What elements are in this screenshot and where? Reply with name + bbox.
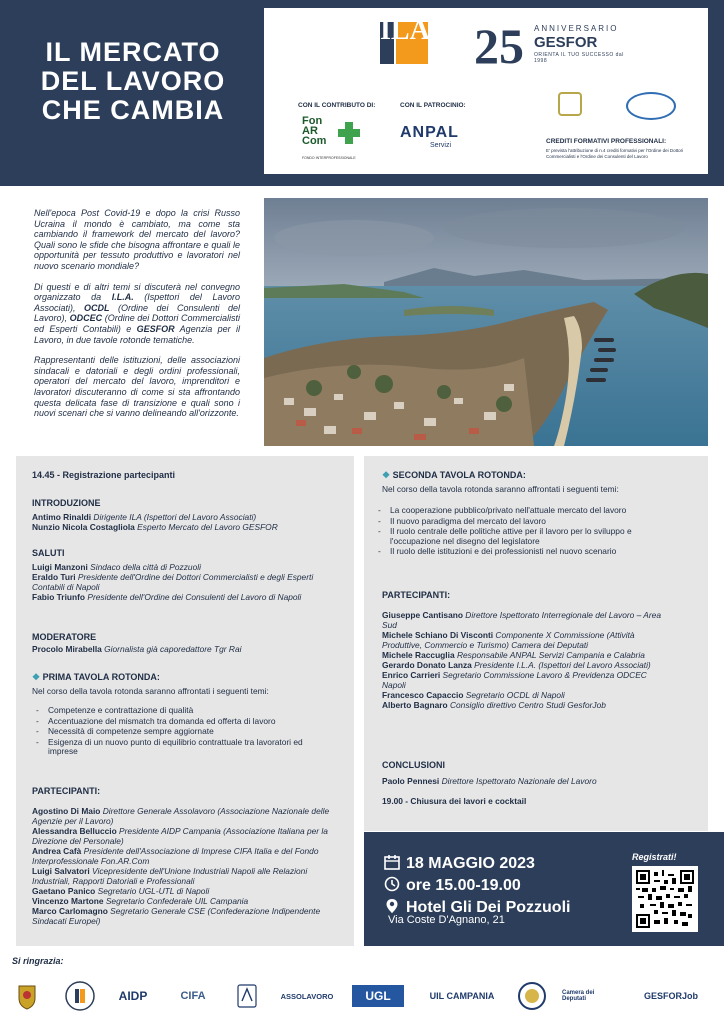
anpal-text: ANPAL	[400, 124, 459, 141]
sponsor-box	[264, 8, 708, 174]
chiusura-line: 19.00 - Chiusura dei lavori e cocktail	[382, 796, 527, 806]
person-entry: Gaetano Panico Segretario UGL-UTL di Napoli	[32, 886, 210, 896]
camera-deputati-logo: Camera dei Deputati	[562, 990, 595, 1002]
person-entry: Alessandra Belluccio Presidente AIDP Campania (Associazione Italiana per la Direzione del Personale)	[32, 826, 328, 846]
person-entry: Vincenzo Martone Segretario Confederale UIL Campania	[32, 896, 249, 906]
title-line-2: DEL LAVORO	[40, 66, 226, 96]
title-line-3: CHE CAMBIA	[41, 95, 225, 125]
saluti-title: SALUTI	[32, 548, 65, 558]
seconda-tavola-title: ❖ SECONDA TAVOLA ROTONDA:	[382, 470, 526, 480]
intro-paragraph-2: Di questi e di altri temi si discuterà nel convegno organizzato da I.L.A. (Ispettori del Lavoro Associati), OCDL (Ordine dei Consulenti del Lavoro), ODCEC (Ordine dei Dottori Commercialisti ed Esperti Contabili) e GESFOR Agenzia per il Lavoro, in due tavole rotonde tematiche.	[34, 281, 241, 345]
introduzione-list	[32, 512, 342, 532]
intro-paragraph-3: Rappresentanti delle istituzioni, delle associazioni sindacali e datoriali e degli ordini professionali, operatori del mercato del lavoro, imprenditori e lavoratori discuteranno di come si sta affrontando questa delicata fase di transizione e quali sono i nuovi scenari che si vanno delineando all'orizzonte.	[34, 355, 240, 419]
crediti-text: E' prevista l'attribuzione di n.4 crediti formativi per l'Ordine dei Dottori Commercialisti e l'Ordine dei Consulenti del Lavoro	[546, 148, 684, 159]
fonarcom-line-3: Com	[302, 135, 327, 147]
diamond-icon: ❖	[382, 470, 393, 480]
person-entry: Marco Carlomagno Segretario Generale CSE (Confederazione Indipendente Sindacati Europei)	[32, 906, 321, 926]
ugl-logo: UGL	[352, 985, 404, 1007]
person-entry: Andrea Cafà Presidente dell'Associazione di Imprese CIFA Italia e del Fondo Interprofessionale Fon.AR.Com	[32, 846, 319, 866]
topic-item: - Accentuazione del mismatch tra domanda ed offerta di lavoro	[34, 717, 324, 727]
fonarcom-line-1: Fon	[302, 115, 323, 127]
prima-tavola-title: ❖ PRIMA TAVOLA ROTONDA:	[32, 672, 160, 682]
prima-tavola-intro: Nel corso della tavola rotonda saranno affrontati i seguenti temi:	[32, 686, 269, 696]
person-entry: Luigi Salvatori Vicepresidente dell'Unione Industriali Napoli alle Relazioni Industriali, Rapporti Datoriali e Professionali	[32, 866, 308, 886]
person-entry: Michele Raccuglia Responsabile ANPAL Servizi Campania e Calabria	[382, 650, 645, 660]
conclusioni-entry: Paolo Pennesi Direttore Ispettorato Nazionale del Lavoro	[382, 776, 597, 786]
anpal-logo	[400, 124, 470, 154]
ila-logo	[380, 15, 430, 64]
partecipanti-list-right	[382, 610, 664, 710]
cifa-logo: CIFA	[180, 990, 206, 1002]
event-info-box	[364, 832, 724, 946]
seconda-tavola-intro: Nel corso della tavola rotonda saranno affrontati i seguenti temi:	[382, 484, 619, 494]
intro-paragraph-1: Nell'epoca Post Covid-19 e dopo la crisi Russo Ucraina il mondo è cambiato, ma come sta cambiando il framework del mercato del lavoro? Quali sono le sfide che bisogna affrontare e quali le opportunità per tessuto produttivo e lavoratori nel nuovo scenario mondiale?	[34, 208, 240, 271]
event-venue: Hotel Gli Dei Pozzuoli	[384, 898, 570, 917]
person-entry: Fabio Triunfo Presidente dell'Ordine dei Consulenti del Lavoro di Napoli	[32, 592, 302, 602]
gesfor-25-number: 25	[474, 18, 524, 74]
odcec-emblem-icon	[558, 92, 582, 116]
calendar-icon	[384, 854, 400, 870]
partner-logos-row	[0, 972, 724, 1020]
program-left-panel	[16, 456, 354, 946]
uil-campania-logo: UIL CAMPANIA	[429, 991, 495, 1001]
topic-item: - Il ruolo delle istituzioni e dei professionisti nel nuovo scenario	[376, 547, 676, 557]
anpal-sub: Servizi	[430, 142, 452, 149]
clock-icon	[384, 876, 400, 892]
title-line-1: IL MERCATO	[45, 37, 221, 67]
pozzuoli-coast-photo	[264, 198, 708, 446]
page-title	[18, 38, 248, 125]
location-pin-icon	[384, 898, 400, 914]
fonarcom-logo	[302, 116, 362, 160]
register-label: Registrati!	[632, 852, 677, 862]
contributo-label: CON IL CONTRIBUTO DI:	[298, 102, 376, 109]
partecipanti-title-right: PARTECIPANTI:	[382, 590, 451, 600]
topic-item: - Il nuovo paradigma del mercato del lavoro	[376, 517, 676, 527]
moderatore-entry: Procolo Mirabella Giornalista già caporedattore Tgr Rai	[32, 644, 242, 654]
person-entry: Antimo Rinaldi Dirigente ILA (Ispettori del Lavoro Associati)	[32, 512, 257, 522]
topic-item: - Necessità di competenze sempre aggiornate	[34, 727, 324, 737]
conclusioni-title: CONCLUSIONI	[382, 760, 445, 770]
person-entry: Giuseppe Cantisano Direttore Ispettorato Interregionale del Lavoro – Area Sud	[382, 610, 661, 630]
gesfor-anniversary-label: ANNIVERSARIO	[534, 24, 619, 33]
moderatore-title: MODERATORE	[32, 632, 97, 642]
person-entry: Nunzio Nicola Costagliola Esperto Mercato del Lavoro GESFOR	[32, 522, 278, 532]
unione-industriali-icon	[232, 978, 262, 1014]
fonarcom-line-2: AR	[302, 125, 318, 137]
person-entry: Gerardo Donato Lanza Presidente I.L.A. (Ispettori del Lavoro Associati)	[382, 660, 651, 670]
diamond-icon: ❖	[32, 672, 43, 682]
event-address: Via Coste D'Agnano, 21	[388, 914, 505, 926]
prima-tavola-topics	[34, 706, 324, 758]
gesfor-tagline: ORIENTA IL TUO SUCCESSO dal 1998	[534, 52, 624, 64]
fonarcom-sub: FONDO INTERPROFESSIONALE	[302, 156, 356, 160]
gesfor-name: GESFOR	[534, 34, 598, 51]
person-entry: Eraldo Turi Presidente dell'Ordine dei Dottori Commercialisti e degli Esperti Contabili di Napoli	[32, 572, 314, 592]
ila-circle-logo-icon	[62, 978, 98, 1014]
topic-item: - Competenze e contrattazione di qualità	[34, 706, 324, 716]
ocdl-emblem-icon	[626, 92, 676, 120]
saluti-list	[32, 562, 334, 602]
person-entry: Alberto Bagnaro Consiglio direttivo Centro Studi GesforJob	[382, 700, 606, 710]
person-entry: Francesco Capaccio Segretario OCDL di Napoli	[382, 690, 565, 700]
topic-item: - Esigenza di un nuovo punto di equilibrio contrattuale tra lavoratori ed imprese	[34, 738, 324, 757]
partecipanti-list-left	[32, 806, 332, 926]
qr-code-icon	[636, 870, 694, 928]
introduzione-title: INTRODUZIONE	[32, 498, 101, 508]
header-banner	[0, 0, 724, 186]
event-date: 18 MAGGIO 2023	[384, 854, 535, 873]
person-entry: Luigi Manzoni Sindaco della città di Pozzuoli	[32, 562, 201, 572]
program-right-panel	[364, 456, 708, 831]
person-entry: Enrico Carrieri Segretario Commissione Lavoro & Previdenza ODCEC Napoli	[382, 670, 647, 690]
event-time: ore 15.00-19.00	[384, 876, 521, 895]
gesfor-anniversary-logo	[474, 18, 624, 78]
pozzuoli-crest-icon	[16, 978, 38, 1014]
crediti-title: CREDITI FORMATIVI PROFESSIONALI:	[546, 138, 667, 145]
gesforjob-logo: GESFORJob	[643, 991, 698, 1001]
person-entry: Agostino Di Maio Direttore Generale Assolavoro (Associazione Nazionale delle Agenzie per il Lavoro)	[32, 806, 330, 826]
person-entry: Michele Schiano Di Visconti Componente X Commissione (Attività Produttive, Commercio e Turismo) Camera dei Deputati	[382, 630, 635, 650]
topic-item: - Il ruolo centrale delle politiche attive per il lavoro per lo sviluppo e l'occupazione nel disegno del legislatore	[376, 527, 676, 546]
registration-line: 14.45 - Registrazione partecipanti	[32, 470, 176, 480]
patrocinio-label: CON IL PATROCINIO:	[400, 102, 466, 109]
assolavoro-logo: ASSOLAVORO	[280, 991, 334, 1001]
ila-logo-text: ILA	[380, 15, 430, 46]
topic-item: - La cooperazione pubblico/privato nell'attuale mercato del lavoro	[376, 506, 676, 516]
seconda-tavola-topics	[376, 506, 676, 558]
thanks-label: Si ringrazia:	[12, 956, 64, 966]
cse-seal-icon	[516, 978, 548, 1014]
registration-qr-code[interactable]	[632, 866, 698, 932]
aidp-logo: AIDP	[118, 989, 148, 1003]
green-cross-icon	[338, 122, 360, 144]
intro-text	[34, 208, 240, 429]
partecipanti-title-left: PARTECIPANTI:	[32, 786, 101, 796]
